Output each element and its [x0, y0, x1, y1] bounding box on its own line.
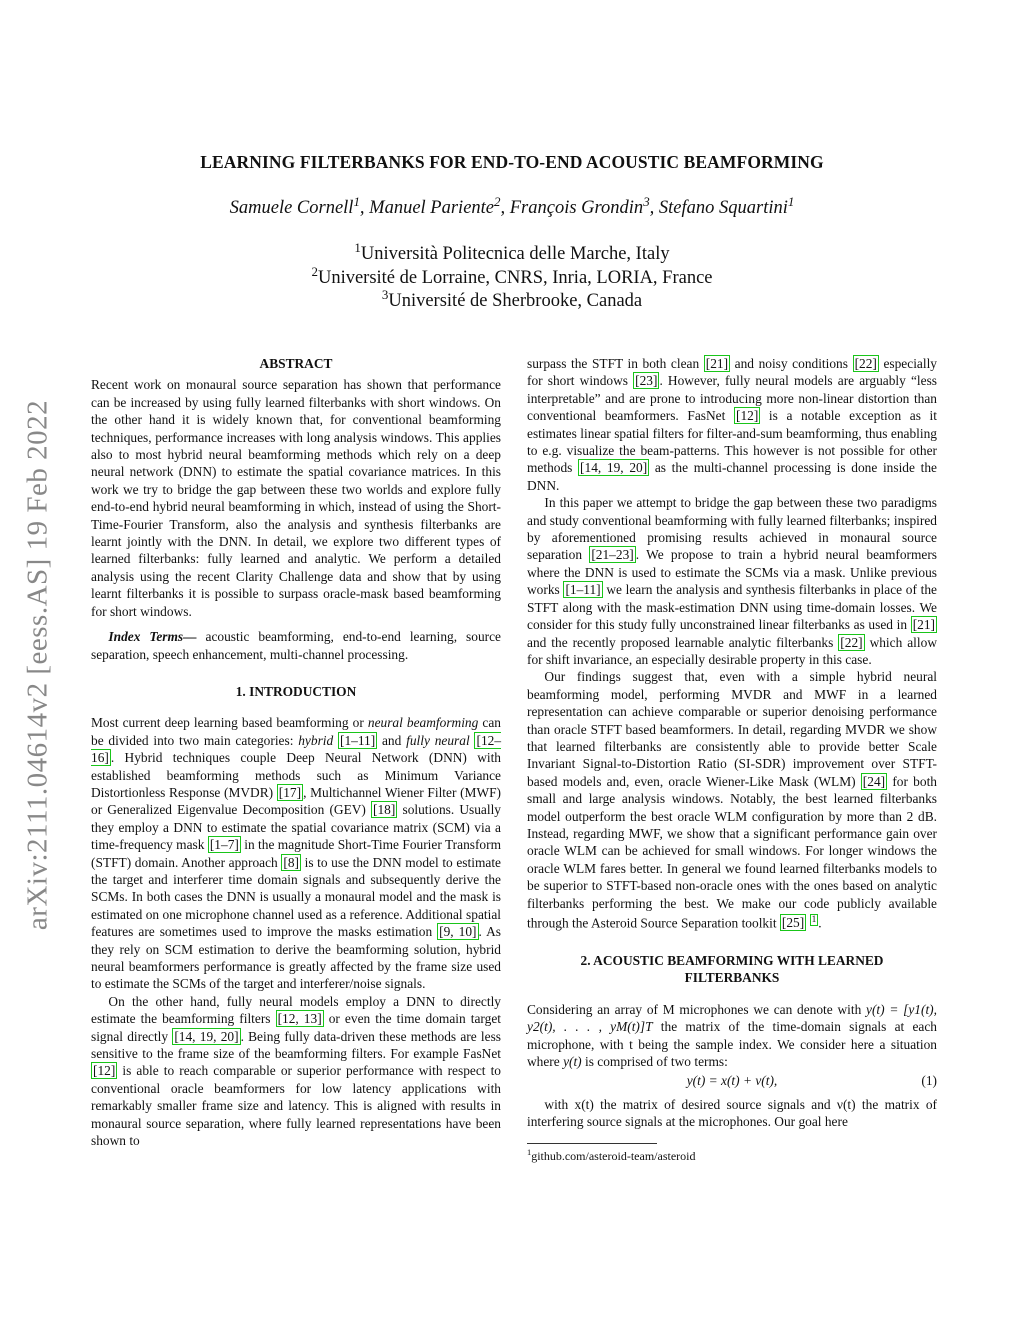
citation-link[interactable]: [12] [735, 408, 759, 424]
citation-link[interactable]: [24] [862, 773, 886, 789]
citation-link[interactable]: [21] [705, 356, 729, 371]
arxiv-sidebar-stamp [8, 345, 68, 985]
arxiv-id: arXiv:2111.04614v2 [eess.AS] 19 Feb 2022 [21, 399, 54, 931]
citation-link[interactable]: [25] [781, 915, 805, 931]
section-2-paragraph: Considering an array of M microphones we can denote with y(t) = [y1(t), y2(t), . . . , yM(t)]T the matrix of the time-domain signals at each microphone, with t being the sample index. We consider here a situation where y(t) is comprised of two terms: [527, 1001, 937, 1069]
affiliation: $^3$Université de Sherbrooke, Canada [381, 286, 643, 311]
right-column [527, 355, 937, 1165]
affiliation: $^2$Université de Lorraine, CNRS, Inria, LORIA, France [311, 263, 713, 288]
abstract-heading: ABSTRACT [259, 356, 333, 371]
author: Stefano Squartini$^1$ [658, 193, 795, 218]
paper-title: LEARNING FILTERBANKS FOR END-TO-END ACOUSTIC BEAMFORMING [200, 152, 824, 172]
citation-link[interactable]: [14, 19, 20] [580, 460, 648, 476]
citation-link[interactable]: [12] [93, 1063, 116, 1079]
citation-link[interactable]: [8] [283, 854, 299, 870]
index-terms: Index Terms— acoustic beamforming, end-to-end learning, source separation, speech enhancement, multi-channel processing. [91, 629, 501, 662]
affiliations [0, 239, 1024, 314]
intro-paragraph-5: Our findings suggest that, even with a simple hybrid neural beamforming model, performing MVDR and MWF in a learned representation can achieve comparable or superior denoising performance than oracle STFT based beamformers. In detail, regarding MVDR we show that learned filterbanks are consistently able to provide better Scale Invariant Signal-to-Distortion Ratio (SI-SDR) improvement over STFT-based models and, even, oracle Wiener-Like Mask (WLM) [24] for both small and large analysis windows. Notably, the best learned filterbanks model outperform the best oracle WLM configuration by more than 2 dB. Instead, regarding MWF, we show that a significant performance gain over oracle WLM can be achieved for small windows. For longer windows the oracle WLM fares better. In general we found learned filterbanks models to be superior to STFT-based non-oracle ones with the ones based on analytic filterbanks performing the best. We make our code publicly available through the Asteroid Source Separation toolkit [25] $^1$ . [527, 669, 937, 931]
equation-inline: y(t) [563, 1053, 582, 1069]
citation-link[interactable]: [12, 13] [277, 1011, 322, 1027]
footnote-link[interactable]: 1 [811, 915, 817, 925]
citation-link[interactable]: [1–11] [340, 732, 376, 748]
section-2-heading: 2. ACOUSTIC BEAMFORMING WITH LEARNED FILTERBANKS [580, 952, 884, 986]
left-column [91, 355, 501, 1149]
citation-link[interactable]: [21–23] [591, 547, 634, 563]
author: François Grondin$^3$ [509, 193, 650, 218]
equation-1: y(t) = x(t) + ν(t), (1) [686, 1073, 937, 1089]
citation-link[interactable]: [23] [635, 373, 658, 389]
equation-inline: y(t) = [y1(t), y2(t), . . . , yM(t)]T [527, 1001, 937, 1035]
citation-link[interactable]: [21] [912, 617, 935, 633]
citation-link[interactable]: [22] [840, 634, 863, 650]
footnote: $^1$github.com/asteroid-team/asteroid [527, 1147, 696, 1163]
citation-link[interactable]: [18] [373, 802, 396, 818]
section-1-heading: 1. INTRODUCTION [235, 683, 357, 699]
abstract-text: Recent work on monaural source separation has shown that performance can be increased by using fully learned filterbanks with short windows. On the other hand it is widely known that, for conventional beamforming techniques, performance increases with long analysis windows. This applies also to most hybrid neural beamforming methods which rely on a deep neural network (DNN) to estimate the spatial covariance matrices. In this work we try to bridge the gap between these two worlds and explore fully end-to-end hybrid neural beamforming in which, instead of using the Short-Time-Fourier Transform, also the analysis and synthesis filterbanks are learnt jointly with the DNN. In detail, we explore two different types of learned filterbanks: fully learned and analytic. We perform a detailed analysis using the recent Clarity Challenge data and show that by using learnt filterbanks it is possible to surpass oracle-mask based beamforming for short windows. [91, 377, 501, 619]
equation-number: (1) [921, 1073, 937, 1089]
intro-paragraph-3: surpass the STFT in both clean [21] and noisy conditions [22] especially for short windows [23] . However, fully neural models are arguably “less interpretable” and are prone to introducing more non-linear distortion than conventional beamformers. FasNet [12] is a notable exception as it estimates linear spatial filters for filter-and-sum beamforming, thus enabling to e.g. visualize the beam-patterns. This however is not possible for other methods [14, 19, 20] as the multi-channel processing is done inside the DNN. [527, 356, 937, 493]
author: Samuele Cornell$^1$ [229, 193, 360, 218]
intro-paragraph-1: Most current deep learning based beamforming or neural beamforming can be divided into two main categories: hybrid [1–11] and fully neural [12–16] . Hybrid techniques couple Deep Neural Network (DNN) with established beamforming methods such as Minimum Variance Distortionless Response (MVDR) [17] , Multichannel Wiener Filter (MWF) or Generalized Eigenvalue Decomposition (GEV) [18] solutions. Usually they employ a DNN to estimate the spatial covariance matrix (SCM) via a time-frequency mask [1–7] in the magnitude Short-Time Fourier Transform (STFT) domain. Another approach [8] is to use the DNN model to estimate the target and interferer time domain signals and subsequently derive the SCMs. In both cases the DNN is usually a monaural model and the mask is estimated on one microphone channel used as a reference. Additional spatial features are sometimes used to improve the masks estimation [9, 10] . As they rely on SCM estimation to derive the beamforming solution, hybrid neural beamformers performance is greatly affected by the frame size used to estimate the SCMs of the target and interferer/noise signals. [91, 715, 502, 992]
footnote-rule [527, 1143, 657, 1144]
author: Manuel Pariente$^2$ [369, 193, 501, 218]
section-2-paragraph-2: with x(t) the matrix of desired source signals and ν(t) the matrix of interfering source signals at the microphones. Our goal here [527, 1096, 937, 1130]
citation-link[interactable]: [1–7] [209, 837, 239, 853]
citation-link[interactable]: [22] [854, 356, 877, 371]
citation-link[interactable]: [9, 10] [439, 924, 477, 940]
intro-paragraph-2: On the other hand, fully neural models employ a DNN to directly estimate the beamforming filters [12, 13] or even the time domain target signal directly [14, 19, 20] . Being fully data-driven these methods are less sensitive to the frame size of the beamforming filters. For example FasNet [12] is able to reach comparable or superior performance with respect to conventional oracle beamformers for low latency applications with remarkably smaller frame size and latency. This is aligned with results in monaural source separation, where fully learned representations have been shown to [91, 993, 501, 1149]
affiliation: $^1$Università Politecnica delle Marche, Italy [354, 239, 670, 264]
author-list: Samuele Cornell$^1$, Manuel Pariente$^2$, François Grondin$^3$, Stefano Squartini$^1$ [229, 193, 795, 218]
citation-link[interactable]: [12–16] [91, 732, 502, 766]
citation-link[interactable]: [17] [278, 784, 302, 800]
intro-paragraph-4: In this paper we attempt to bridge the gap between these two paradigms and study conventional beamforming with fully learned filterbanks; inspired by aforementioned promising results achieved in monaural source separation [21–23] . We propose to train a hybrid neural beamformers where the DNN is used to estimate the SCMs via a mask. Unlike previous works [1–11] we learn the analysis and synthesis filterbanks in place of the STFT along with the mask-estimation DNN using time-domain losses. We consider for this study fully unconstrained linear filterbanks as used in [21] and the recently proposed learnable analytic filterbanks [22] which allow for shift invariance, an especially desirable property in this case. [527, 495, 938, 667]
citation-link[interactable]: [14, 19, 20] [174, 1028, 239, 1044]
citation-link[interactable]: [1–11] [565, 582, 601, 598]
